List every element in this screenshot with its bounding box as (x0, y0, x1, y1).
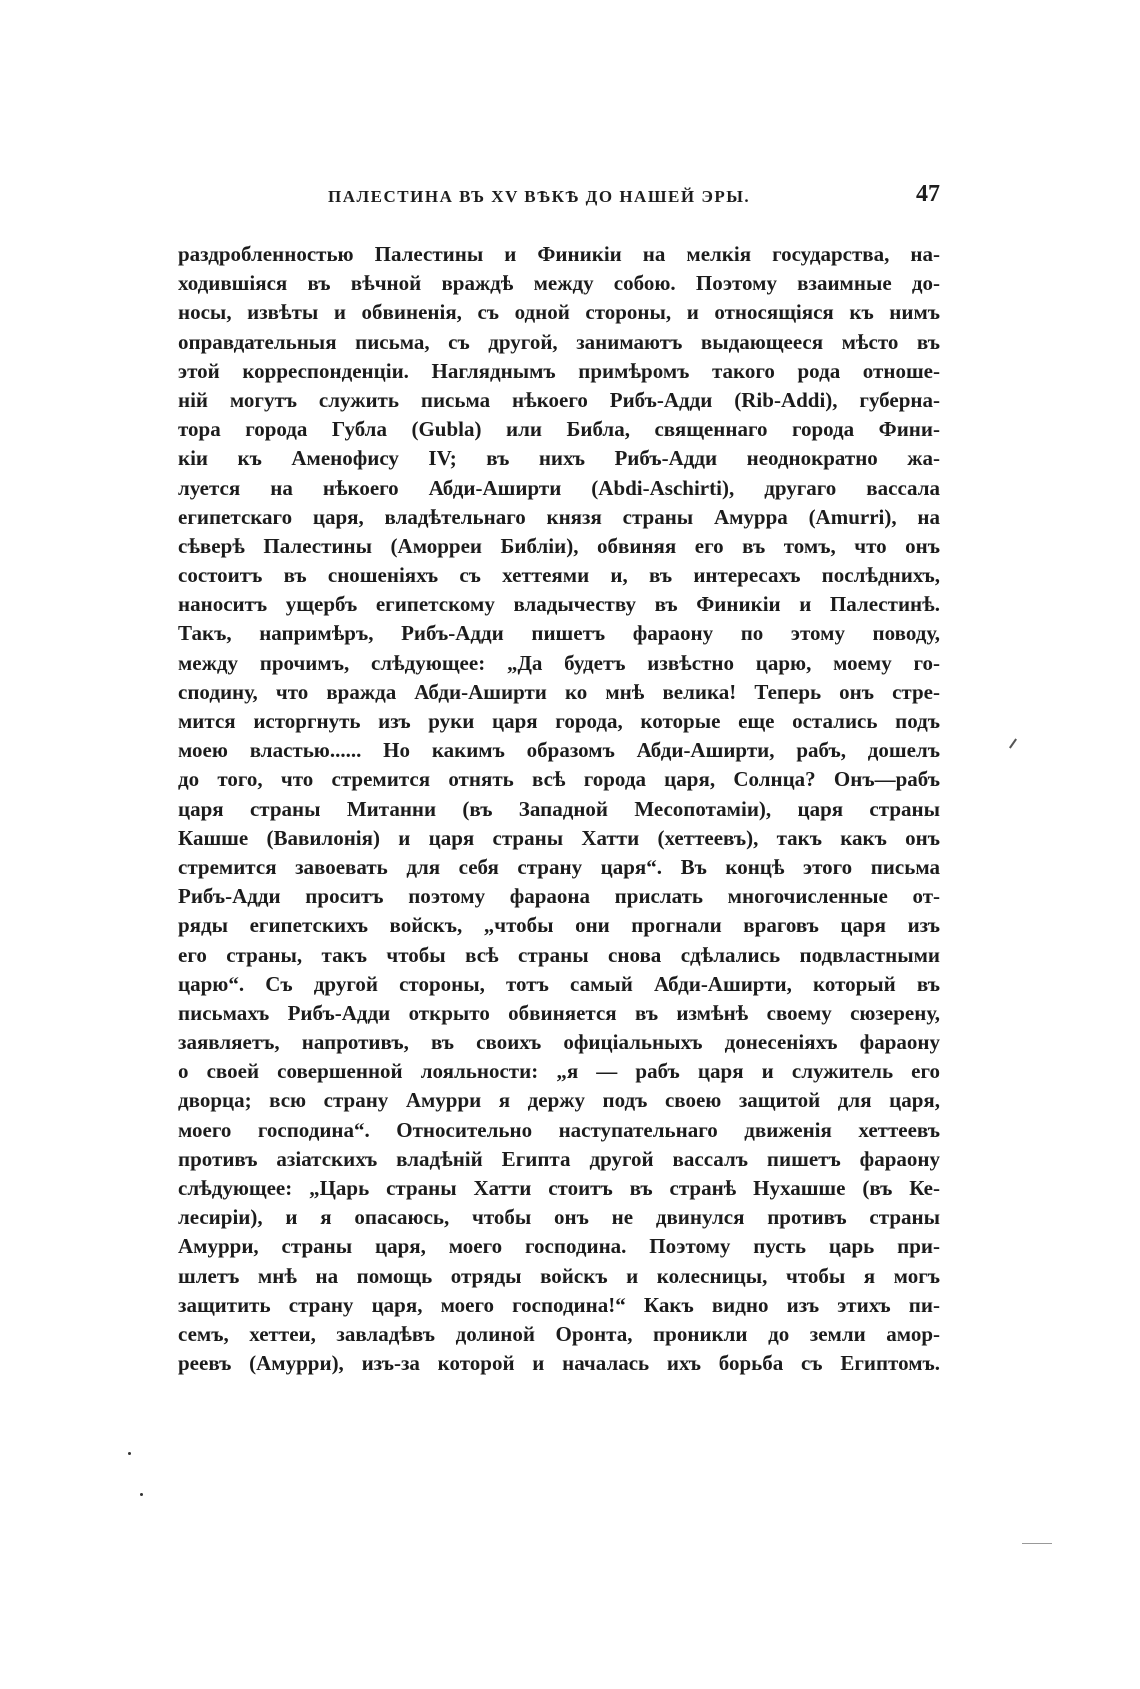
text-line: ній могутъ служить письма нѣкоего Рибъ-Адди (Rib-Addi), губерна- (178, 387, 940, 412)
text-line: этой корреспонденціи. Нагляднымъ примѣромъ такого рода отноше- (178, 358, 940, 383)
text-line: его страны, такъ чтобы всѣ страны снова сдѣлались подвластными (178, 942, 940, 967)
page-number: 47 (916, 181, 940, 207)
text-line: Такъ, напримѣръ, Рибъ-Адди пишетъ фараону по этому поводу, (178, 621, 940, 646)
text-line: мится исторгнуть изъ руки царя города, которые еще остались подъ (178, 709, 940, 733)
text-line: до того, что стремится отнять всѣ города царя, Солнца? Онъ—рабъ (178, 767, 940, 792)
text-line: наноситъ ущербъ египетскому владычеству въ Финикіи и Палестинѣ. (178, 592, 940, 617)
scan-mark (1022, 1543, 1052, 1544)
text-line: о своей совершенной лояльности: „я — рабъ царя и служитель его (178, 1059, 940, 1084)
text-line: раздробленностью Палестины и Финикіи на мелкія государства, на- (178, 242, 940, 266)
text-line: царя страны Митанни (въ Западной Месопотаміи), царя страны (178, 796, 940, 821)
text-line: заявляетъ, напротивъ, въ своихъ офиціальныхъ донесеніяхъ фараону (178, 1030, 940, 1055)
text-line: лесиріи), и я опасаюсь, чтобы онъ не двинулся противъ страны (178, 1205, 940, 1230)
running-title: ПАЛЕСТИНА ВЪ XV ВѢКѢ ДО НАШЕЙ ЭРЫ. (328, 187, 751, 206)
text-line: моею властью...... Но какимъ образомъ Абди-Аширти, рабъ, дошелъ (178, 738, 940, 763)
text-line: слѣдующее: „Царь страны Хатти стоитъ въ странѣ Нухашше (въ Ке- (178, 1176, 940, 1200)
text-line: реевъ (Амурри), изъ-за которой и началась ихъ борьба съ Египтомъ. (178, 1351, 940, 1376)
text-line: моего господина“. Относительно наступательнаго движенія хеттеевъ (178, 1117, 940, 1142)
text-line: между прочимъ, слѣдующее: „Да будетъ извѣстно царю, моему го- (178, 650, 940, 675)
text-line: оправдательныя письма, съ другой, занимаютъ выдающееся мѣсто въ (178, 329, 940, 354)
text-line: шлетъ мнѣ на помощь отряды войскъ и колесницы, чтобы я могъ (178, 1263, 940, 1288)
text-line: письмахъ Рибъ-Адди открыто обвиняется въ измѣнѣ своему сюзерену, (178, 1000, 940, 1025)
text-line: ходившіяся въ вѣчной враждѣ между собою. Поэтому взаимные до- (178, 271, 940, 296)
text-line: противъ азіатскихъ владѣній Египта другой вассалъ пишетъ фараону (178, 1146, 940, 1171)
body-text (178, 240, 940, 1378)
text-line: ряды египетскихъ войскъ, „чтобы они прогнали враговъ царя изъ (178, 913, 940, 938)
text-line: стремится завоевать для себя страну царя“. Въ концѣ этого письма (178, 854, 940, 879)
text-line: сподину, что вражда Абди-Аширти ко мнѣ велика! Теперь онъ стре- (178, 679, 940, 704)
text-line: состоитъ въ сношеніяхъ съ хеттеями и, въ интересахъ послѣднихъ, (178, 563, 940, 588)
scan-speck (128, 1452, 131, 1455)
text-line: Кашше (Вавилонія) и царя страны Хатти (хеттеевъ), такъ какъ онъ (178, 825, 940, 850)
text-line: дворца; всю страну Амурри я держу подъ своею защитой для царя, (178, 1088, 940, 1113)
text-line: семъ, хеттеи, завладѣвъ долиной Оронта, проникли до земли амор- (178, 1321, 940, 1346)
text-line: Амурри, страны царя, моего господина. Поэтому пусть царь при- (178, 1234, 940, 1259)
text-line: кіи къ Аменофису IV; въ нихъ Рибъ-Адди неоднократно жа- (178, 446, 940, 471)
scan-speck (140, 1493, 143, 1496)
text-line: сѣверѣ Палестины (Аморреи Библіи), обвиняя его въ томъ, что онъ (178, 533, 940, 558)
text-line: царю“. Съ другой стороны, тотъ самый Абди-Аширти, который въ (178, 971, 940, 996)
text-line: защитить страну царя, моего господина!“ Какъ видно изъ этихъ пи- (178, 1292, 940, 1317)
text-line: носы, извѣты и обвиненія, съ одной стороны, и относящіяся къ нимъ (178, 300, 940, 325)
scan-mark (1009, 738, 1017, 748)
text-line: тора города Губла (Gubla) или Библа, священнаго города Фини- (178, 417, 940, 442)
text-line: луется на нѣкоего Абди-Аширти (Abdi-Aschirti), другаго вассала (178, 475, 940, 500)
text-line: египетскаго царя, владѣтельнаго князя страны Амурра (Amurri), на (178, 504, 940, 529)
text-line: Рибъ-Адди проситъ поэтому фараона прислать многочисленные от- (178, 884, 940, 909)
running-head (178, 181, 940, 211)
